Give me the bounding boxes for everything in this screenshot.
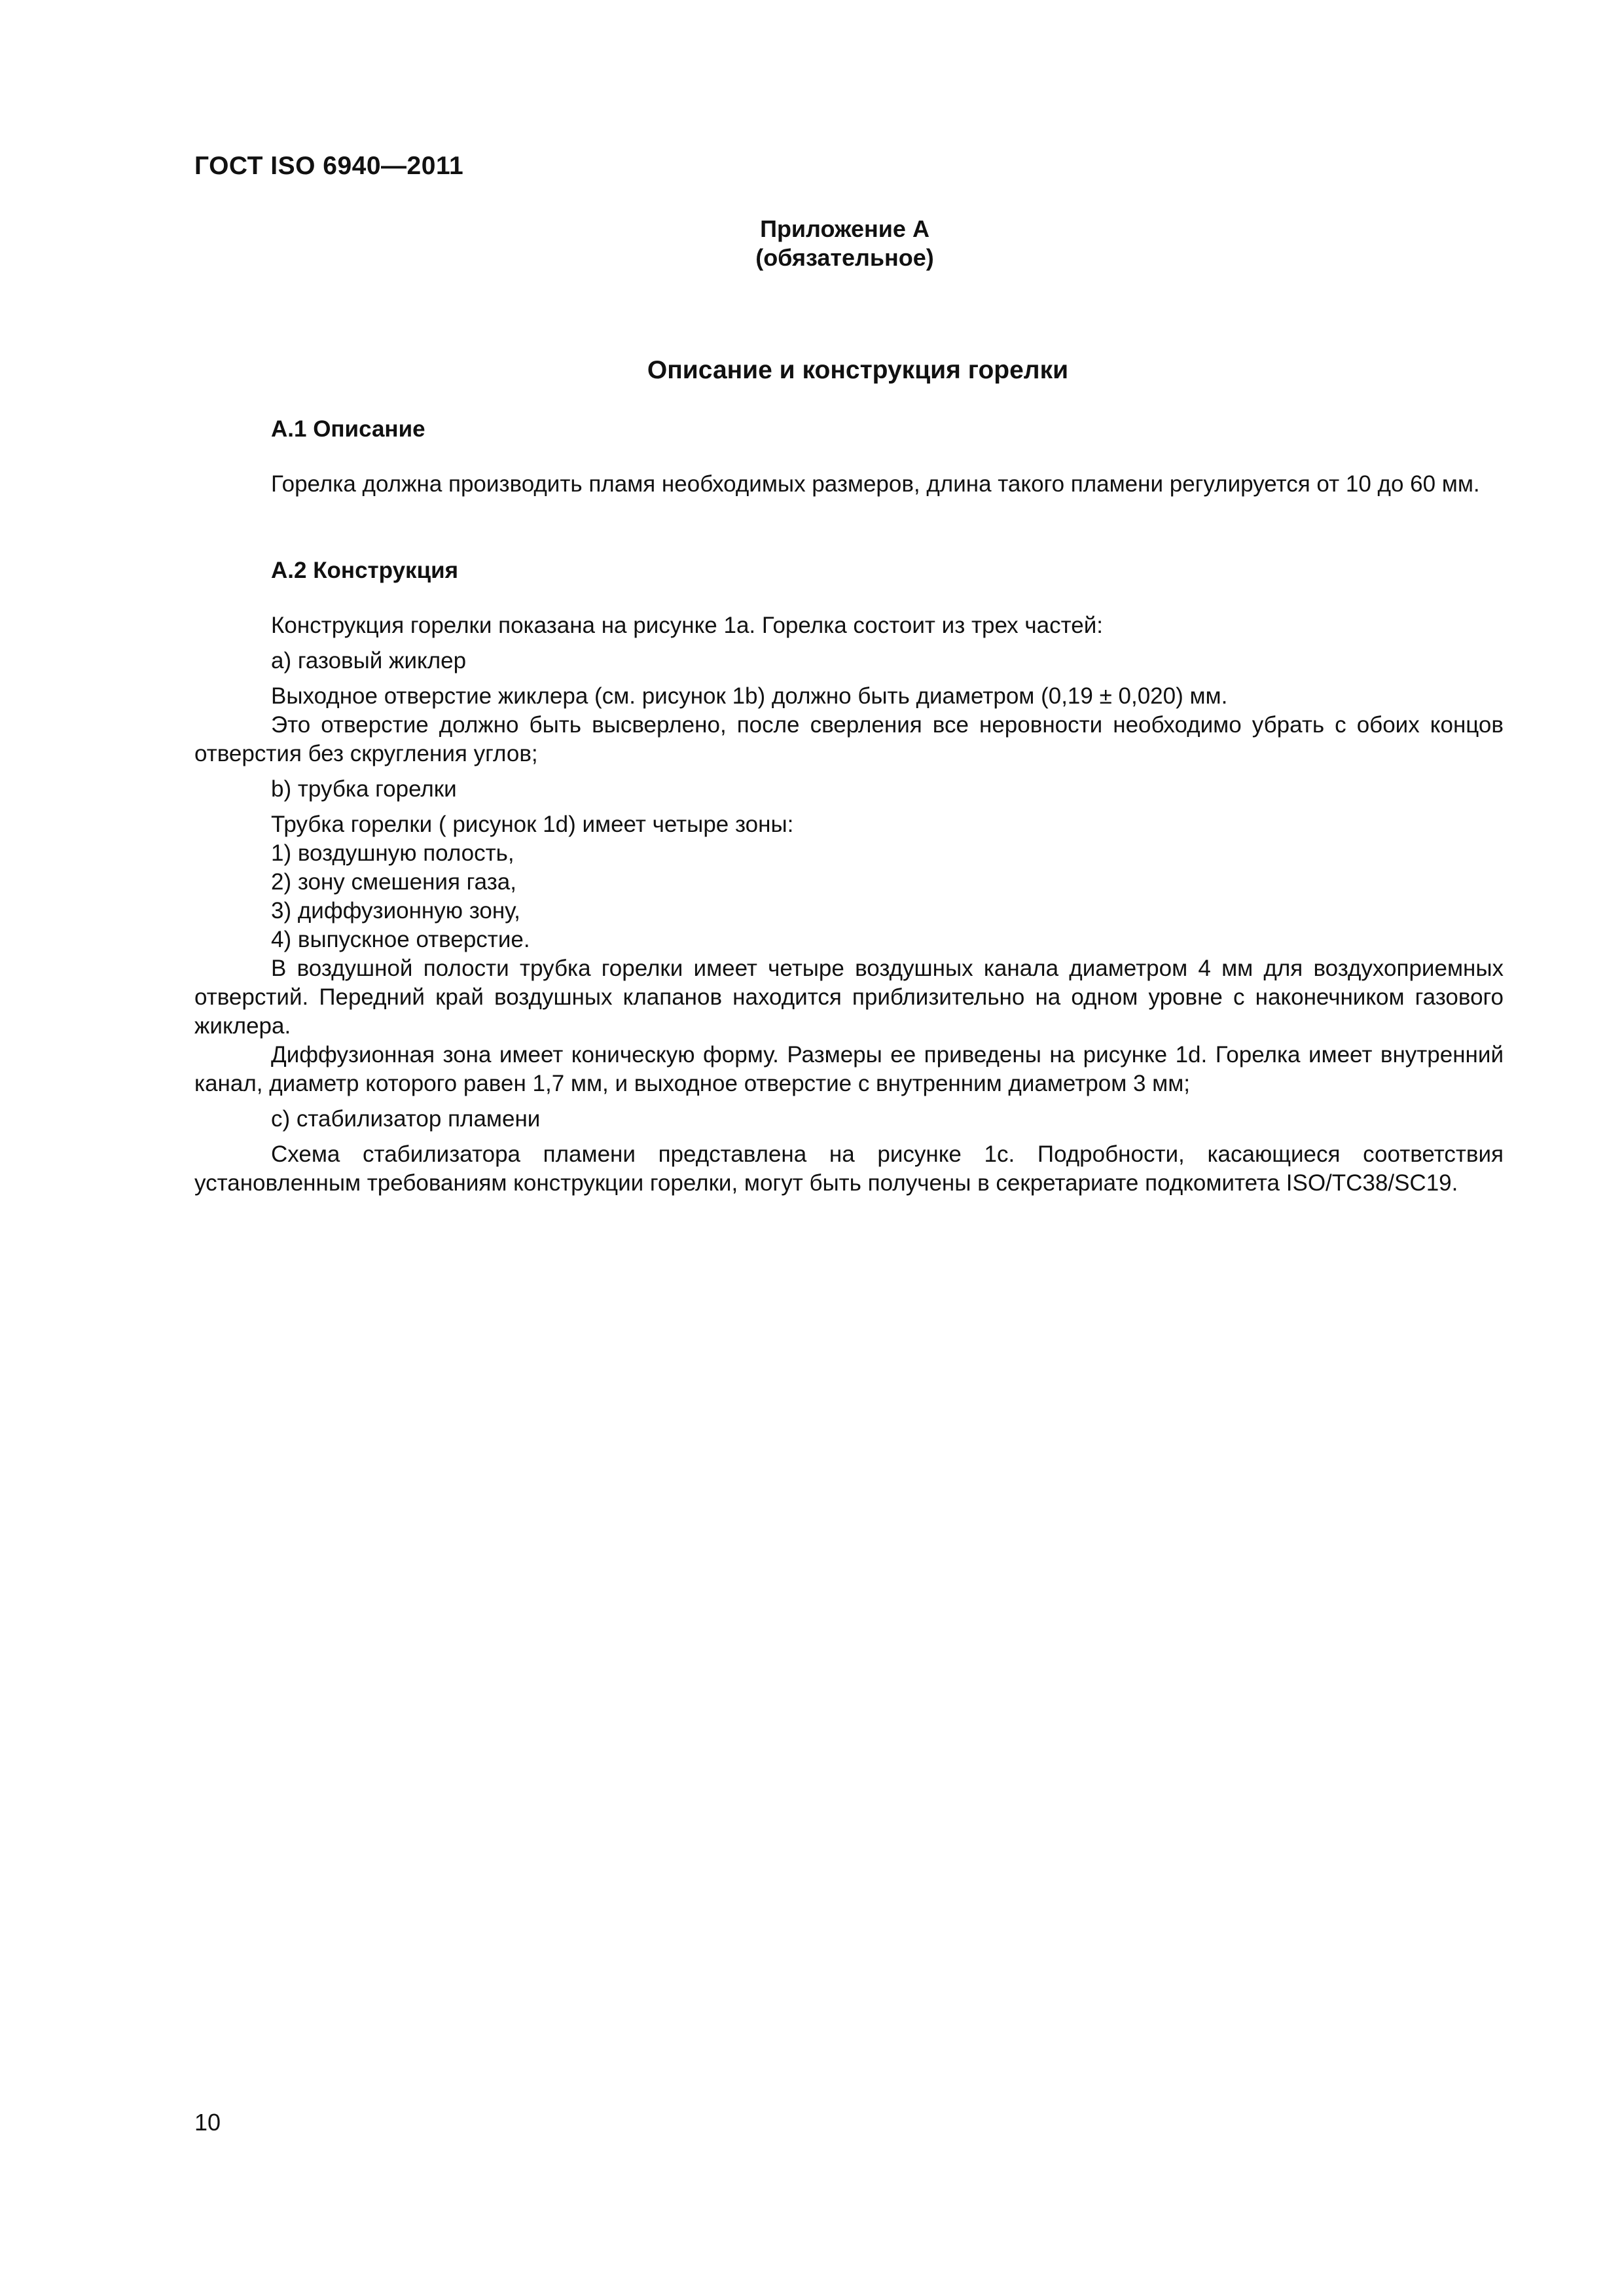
section-a1 [194, 415, 1504, 499]
section-title: Описание и конструкция горелки [647, 356, 1069, 384]
annex-title: Приложение А [760, 215, 929, 242]
a2-paragraph-stabilizer: Схема стабилизатора пламени представлена на рисунке 1с. Подробности, касающиеся соответствия установленным требованиям конструкции горелки, могут быть получены в секретариате подкомитета ISO/TC38/SC19. [194, 1141, 1504, 1196]
page-number: 10 [194, 2109, 221, 2136]
a2-item-c: с) стабилизатор пламени [271, 1106, 541, 1132]
a2-paragraph-zones: Трубка горелки ( рисунок 1d) имеет четыре зоны: [271, 812, 794, 837]
a1-paragraph: Горелка должна производить пламя необходимых размеров, длина такого пламени регулируется от 10 до 60 мм. [271, 471, 1480, 497]
document-id-header: ГОСТ ISO 6940—2011 [194, 152, 464, 180]
a2-zone-3: 3) диффузионную зону, [271, 898, 520, 924]
a2-heading: А.2 Конструкция [271, 558, 459, 583]
a2-paragraph-diffusion: Диффузионная зона имеет коническую форму. Размеры ее приведены на рисунке 1d. Горелка имеет внутренний канал, диаметр которого равен 1,7 мм, и выходное отверстие с внутренним диаметром 3 мм; [194, 1042, 1504, 1096]
section-a2 [194, 556, 1504, 1198]
annex-status: (обязательное) [755, 244, 934, 271]
a2-paragraph-jet-outlet: Выходное отверстие жиклера (см. рисунок 1b) должно быть диаметром (0,19 ± 0,020) мм. [271, 683, 1228, 709]
a2-item-b: b) трубка горелки [271, 776, 457, 802]
a2-zone-2: 2) зону смешения газа, [271, 869, 516, 895]
a2-zone-4: 4) выпускное отверстие. [271, 927, 530, 952]
a1-heading: А.1 Описание [271, 416, 425, 442]
annex-heading [0, 215, 1624, 272]
a2-paragraph-intro: Конструкция горелки показана на рисунке 1а. Горелка состоит из трех частей: [271, 613, 1103, 638]
a2-item-a: а) газовый жиклер [271, 648, 467, 673]
a2-paragraph-drilling: Это отверстие должно быть высверлено, после сверления все неровности необходимо убрать с обоих концов отверстия без скругления углов; [194, 712, 1504, 766]
a2-paragraph-air-channels: В воздушной полости трубка горелки имеет четыре воздушных канала диаметром 4 мм для воздухоприемных отверстий. Передний край воздушных клапанов находится приблизительно на одном уровне с наконечником газового жиклера. [194, 956, 1504, 1039]
a2-zone-1: 1) воздушную полость, [271, 840, 514, 866]
